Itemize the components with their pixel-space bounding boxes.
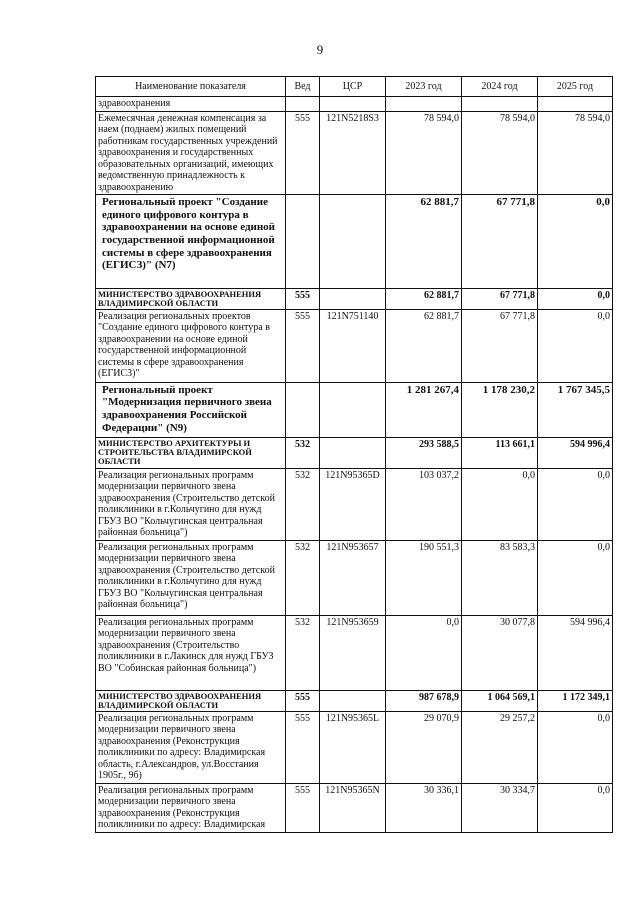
cell-csr: 121N5218S3 xyxy=(320,111,386,195)
cell-y2024: 0,0 xyxy=(462,468,538,540)
table-header-row xyxy=(96,77,613,97)
header-2025: 2025 год xyxy=(538,77,613,97)
cell-y2023: 293 588,5 xyxy=(386,437,462,468)
cell-ved: 532 xyxy=(286,437,320,468)
cell-y2025: 1 767 345,5 xyxy=(538,382,613,437)
header-ved: Вед xyxy=(286,77,320,97)
cell-y2025: 0,0 xyxy=(538,468,613,540)
cell-name: МИНИСТЕРСТВО ЗДРАВООХРАНЕНИЯ ВЛАДИМИРСКОЙ ОБЛАСТИ xyxy=(96,289,286,310)
cell-csr xyxy=(320,690,386,711)
cell-name: Региональный проект "Модернизация первичного звена здравоохранения Российской Федерации" (N9) xyxy=(96,382,286,437)
table-row xyxy=(96,540,613,615)
cell-y2023: 103 037,2 xyxy=(386,468,462,540)
cell-y2024: 78 594,0 xyxy=(462,111,538,195)
cell-ved xyxy=(286,97,320,112)
cell-ved: 555 xyxy=(286,711,320,783)
table-row xyxy=(96,783,613,832)
cell-ved xyxy=(286,382,320,437)
cell-csr xyxy=(320,382,386,437)
cell-csr xyxy=(320,195,386,289)
cell-y2024: 83 583,3 xyxy=(462,540,538,615)
cell-y2025: 0,0 xyxy=(538,711,613,783)
cell-name: Реализация региональных программ модернизации первичного звена здравоохранения (Реконструкция поликлиники по адресу: Владимирская xyxy=(96,783,286,832)
cell-y2023: 0,0 xyxy=(386,615,462,690)
cell-y2023: 62 881,7 xyxy=(386,289,462,310)
cell-csr: 121N953659 xyxy=(320,615,386,690)
cell-ved: 532 xyxy=(286,468,320,540)
cell-name: здравоохранения xyxy=(96,97,286,112)
cell-ved: 555 xyxy=(286,289,320,310)
cell-ved: 555 xyxy=(286,111,320,195)
table-row xyxy=(96,309,613,382)
cell-y2025: 0,0 xyxy=(538,289,613,310)
cell-y2025: 0,0 xyxy=(538,195,613,289)
cell-y2023: 30 336,1 xyxy=(386,783,462,832)
cell-csr: 121N95365L xyxy=(320,711,386,783)
cell-ved: 532 xyxy=(286,615,320,690)
cell-y2023: 190 551,3 xyxy=(386,540,462,615)
cell-y2024: 1 178 230,2 xyxy=(462,382,538,437)
cell-ved xyxy=(286,195,320,289)
cell-ved: 555 xyxy=(286,309,320,382)
cell-y2025: 0,0 xyxy=(538,783,613,832)
header-csr: ЦСР xyxy=(320,77,386,97)
cell-y2024 xyxy=(462,97,538,112)
cell-y2023 xyxy=(386,97,462,112)
cell-y2023: 1 281 267,4 xyxy=(386,382,462,437)
cell-ved: 555 xyxy=(286,783,320,832)
cell-name: Ежемесячная денежная компенсация за наем (поднаем) жилых помещений работникам государственных учреждений здравоохранения и государственных образовательных организаций, имеющих ведомственную принадлежность к здравоохранению xyxy=(96,111,286,195)
cell-name: Реализация региональных программ модернизации первичного звена здравоохранения (Реконструкция поликлиники по адресу: Владимирская область, г.Александров, ул.Восстания 1905г., 9б) xyxy=(96,711,286,783)
cell-y2025: 594 996,4 xyxy=(538,615,613,690)
table-row xyxy=(96,195,613,289)
cell-y2025: 0,0 xyxy=(538,540,613,615)
cell-y2024: 67 771,8 xyxy=(462,195,538,289)
cell-y2024: 1 064 569,1 xyxy=(462,690,538,711)
cell-y2023: 987 678,9 xyxy=(386,690,462,711)
cell-y2024: 29 257,2 xyxy=(462,711,538,783)
header-2024: 2024 год xyxy=(462,77,538,97)
table-row xyxy=(96,111,613,195)
cell-csr xyxy=(320,437,386,468)
table-row xyxy=(96,615,613,690)
cell-name: Реализация региональных программ модернизации первичного звена здравоохранения (Строительство детской поликлиники в г.Кольчугино для нужд ГБУЗ ВО "Кольчугинская центральная районная больница") xyxy=(96,468,286,540)
header-2023: 2023 год xyxy=(386,77,462,97)
table-body xyxy=(96,97,613,833)
cell-name: МИНИСТЕРСТВО АРХИТЕКТУРЫ И СТРОИТЕЛЬСТВА ВЛАДИМИРСКОЙ ОБЛАСТИ xyxy=(96,437,286,468)
table-row xyxy=(96,437,613,468)
cell-csr: 121N953657 xyxy=(320,540,386,615)
cell-y2024: 30 334,7 xyxy=(462,783,538,832)
cell-y2024: 67 771,8 xyxy=(462,289,538,310)
table-row xyxy=(96,382,613,437)
cell-name: Реализация региональных программ модернизации первичного звена здравоохранения (Строительство поликлиники в г.Лакинск для нужд ГБУЗ ВО "Собинская районная больница") xyxy=(96,615,286,690)
cell-y2023: 78 594,0 xyxy=(386,111,462,195)
cell-y2025: 1 172 349,1 xyxy=(538,690,613,711)
cell-name: Реализация региональных проектов "Создание единого цифрового контура в здравоохранении на основе единой государственной информационной системы в сфере здравоохранения (ЕГИСЗ)" xyxy=(96,309,286,382)
cell-y2023: 29 070,9 xyxy=(386,711,462,783)
table-row xyxy=(96,468,613,540)
cell-csr xyxy=(320,289,386,310)
page-number: 9 xyxy=(316,42,324,57)
table-row xyxy=(96,690,613,711)
cell-y2025: 594 996,4 xyxy=(538,437,613,468)
table-row xyxy=(96,289,613,310)
budget-table xyxy=(95,76,613,833)
table-row xyxy=(96,711,613,783)
cell-y2025 xyxy=(538,97,613,112)
cell-y2024: 30 077,8 xyxy=(462,615,538,690)
cell-y2025: 0,0 xyxy=(538,309,613,382)
cell-y2023: 62 881,7 xyxy=(386,309,462,382)
cell-y2024: 67 771,8 xyxy=(462,309,538,382)
cell-csr xyxy=(320,97,386,112)
cell-name: Реализация региональных программ модернизации первичного звена здравоохранения (Строительство детской поликлиники в г.Кольчугино для нужд ГБУЗ ВО "Кольчугинская центральная районная больница") xyxy=(96,540,286,615)
cell-ved: 532 xyxy=(286,540,320,615)
cell-name: Региональный проект "Создание единого цифрового контура в здравоохранении на основе единой государственной информационной системы в сфере здравоохранения (ЕГИСЗ)" (N7) xyxy=(96,195,286,289)
cell-csr: 121N95365D xyxy=(320,468,386,540)
table-row xyxy=(96,97,613,112)
cell-name: МИНИСТЕРСТВО ЗДРАВООХРАНЕНИЯ ВЛАДИМИРСКОЙ ОБЛАСТИ xyxy=(96,690,286,711)
cell-csr: 121N751140 xyxy=(320,309,386,382)
cell-y2023: 62 881,7 xyxy=(386,195,462,289)
header-name: Наименование показателя xyxy=(96,77,286,97)
cell-y2025: 78 594,0 xyxy=(538,111,613,195)
cell-csr: 121N95365N xyxy=(320,783,386,832)
cell-y2024: 113 661,1 xyxy=(462,437,538,468)
cell-ved: 555 xyxy=(286,690,320,711)
